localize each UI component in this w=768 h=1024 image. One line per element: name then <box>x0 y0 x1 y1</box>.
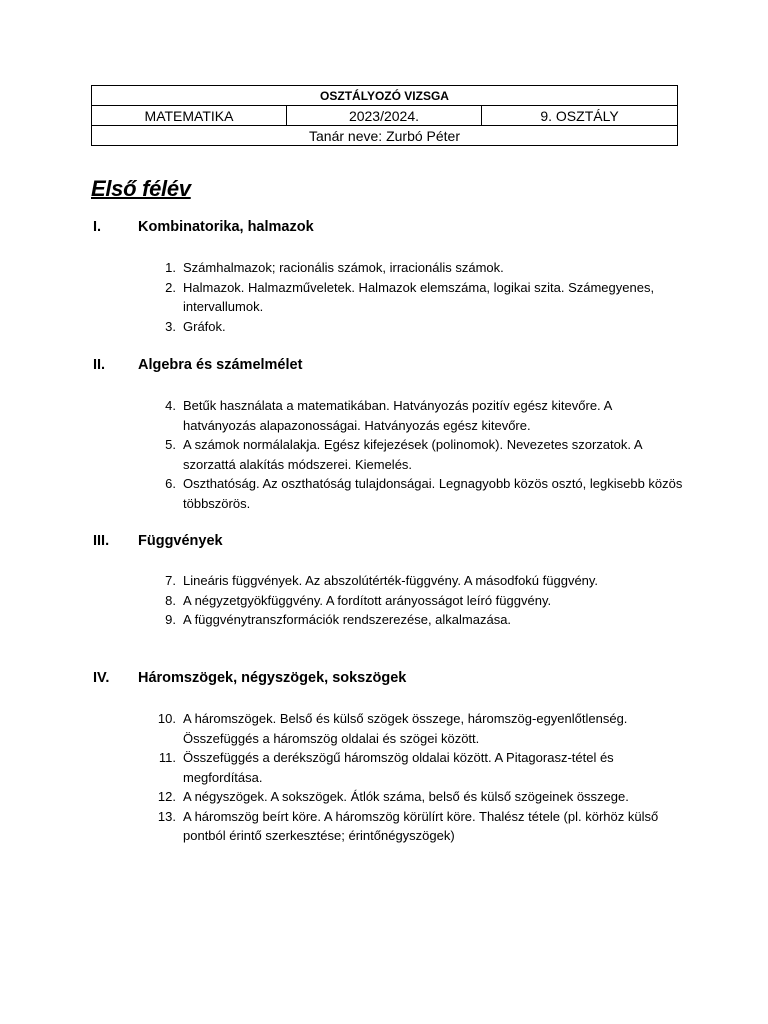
section-title: Függvények <box>138 533 223 549</box>
list-item <box>0 435 768 474</box>
item-text: Halmazok. Halmazműveletek. Halmazok elemszáma, logikai szita. Számegyenes, intervallumok. <box>183 279 655 314</box>
section-title: Algebra és számelmélet <box>138 357 303 373</box>
item-number: 13. <box>157 808 176 824</box>
section-3 <box>0 533 768 627</box>
section-heading <box>0 219 768 239</box>
item-number: 6. <box>165 476 176 491</box>
topic-list <box>0 571 768 630</box>
section-title: Háromszögek, négyszögek, sokszögek <box>138 670 407 686</box>
section-numeral: IV. <box>93 670 110 686</box>
section-heading <box>0 670 768 690</box>
item-number: 3. <box>165 318 176 334</box>
topic-list <box>0 709 768 846</box>
list-item <box>0 807 768 846</box>
section-2 <box>0 357 768 511</box>
list-item <box>0 748 768 787</box>
item-number: 9. <box>165 612 176 627</box>
item-number: 4. <box>165 398 176 413</box>
item-number: 12. <box>157 789 176 804</box>
subject-cell: MATEMATIKA <box>92 106 287 126</box>
item-text: A háromszög beírt köre. A háromszög körülírt köre. Thalész tétele (pl. körhöz külső pontból érintő szerkesztése; érintőnégyszögek) <box>183 808 659 843</box>
list-item <box>0 787 768 807</box>
item-text: Összefüggés a derékszögű háromszög oldalai között. A Pitagorasz-tétel és megfordítása. <box>183 750 614 785</box>
list-item <box>0 709 768 748</box>
section-heading <box>0 357 768 377</box>
item-text: Betűk használata a matematikában. Hatványozás pozitív egész kitevőre. A hatványozás alapazonosságai. Hatványozás egész kitevőre. <box>183 398 612 433</box>
list-item <box>0 571 768 591</box>
school-year-cell: 2023/2024. <box>287 106 482 126</box>
item-text: Oszthatóság. Az oszthatóság tulajdonságai. Legnagyobb közös osztó, legkisebb közös többszörös. <box>183 476 683 511</box>
item-text: A háromszögek. Belső és külső szögek összege, háromszög-egyenlőtlenség. Összefüggés a háromszög oldalai és szögei között. <box>183 711 628 746</box>
item-text: A számok normálalakja. Egész kifejezések (polinomok). Nevezetes szorzatok. A szorzattá alakítás módszerei. Kiemelés. <box>183 437 642 472</box>
teacher-cell: Tanár neve: Zurbó Péter <box>92 126 678 146</box>
section-title: Kombinatorika, halmazok <box>138 219 314 235</box>
list-item <box>0 610 768 630</box>
item-text: Gráfok. <box>183 318 226 334</box>
list-item <box>0 474 768 513</box>
exam-title: OSZTÁLYOZÓ VIZSGA <box>92 86 678 106</box>
item-text: Számhalmazok; racionális számok, irracionális számok. <box>183 260 504 275</box>
item-number: 11. <box>158 750 176 765</box>
exam-header-table <box>91 85 678 146</box>
list-item <box>0 278 768 317</box>
section-numeral: I. <box>93 219 102 235</box>
item-number: 2. <box>165 279 176 295</box>
item-number: 1. <box>165 260 176 275</box>
topic-list <box>0 396 768 513</box>
list-item <box>0 396 768 435</box>
item-text: Lineáris függvények. Az abszolútérték-függvény. A másodfokú függvény. <box>183 573 599 588</box>
list-item <box>0 591 768 611</box>
item-number: 7. <box>165 573 176 588</box>
item-number: 10. <box>157 711 176 726</box>
list-item <box>0 317 768 337</box>
item-text: A négyzetgyökfüggvény. A fordított arányosságot leíró függvény. <box>183 592 552 608</box>
item-text: A négyszögek. A sokszögek. Átlók száma, belső és külső szögeinek összege. <box>183 789 629 804</box>
item-text: A függvénytranszformációk rendszerezése, alkalmazása. <box>183 612 512 627</box>
section-heading <box>0 533 768 553</box>
section-numeral: III. <box>93 533 110 549</box>
section-4 <box>0 670 768 843</box>
grade-cell: 9. OSZTÁLY <box>482 106 678 126</box>
item-number: 8. <box>165 592 176 608</box>
section-numeral: II. <box>93 357 106 373</box>
item-number: 5. <box>165 437 176 452</box>
list-item <box>0 258 768 278</box>
semester-title: Első félév <box>91 176 191 201</box>
topic-list <box>0 258 768 336</box>
section-1 <box>0 219 768 334</box>
